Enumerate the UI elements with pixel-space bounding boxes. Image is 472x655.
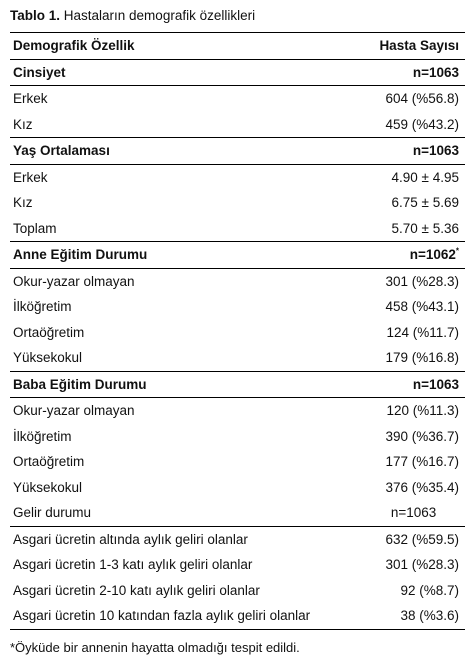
demographics-table bbox=[10, 32, 465, 630]
row-value: 458 (%43.1) bbox=[385, 299, 459, 314]
row-label: Erkek bbox=[13, 91, 48, 106]
section-title: Anne Eğitim Durumu bbox=[10, 242, 362, 269]
row-value: 301 (%28.3) bbox=[385, 273, 459, 289]
section-row-age bbox=[10, 138, 465, 165]
row-value: 5.70 ± 5.36 bbox=[391, 220, 459, 236]
row-label: Toplam bbox=[13, 220, 57, 236]
section-n bbox=[362, 242, 465, 269]
section-row-gender bbox=[10, 59, 465, 86]
row-value: 632 (%59.5) bbox=[362, 526, 465, 552]
table-row bbox=[10, 449, 465, 475]
row-label: Okur-yazar olmayan bbox=[13, 273, 135, 289]
table-row bbox=[10, 603, 465, 629]
row-label: Kız bbox=[13, 195, 33, 210]
section-n-text: n=1062 bbox=[409, 247, 456, 262]
row-label: Erkek bbox=[13, 169, 48, 185]
table-row bbox=[10, 268, 465, 294]
row-value: 177 (%16.7) bbox=[385, 454, 459, 469]
row-label: Ortaöğretim bbox=[13, 454, 85, 469]
row-label: Okur-yazar olmayan bbox=[13, 403, 135, 418]
row-value: 301 (%28.3) bbox=[385, 557, 459, 572]
row-label: Yüksekokul bbox=[13, 479, 83, 495]
row-label: İlköğretim bbox=[13, 299, 72, 314]
table-container bbox=[10, 6, 465, 655]
row-value: 376 (%35.4) bbox=[385, 479, 459, 495]
table-row bbox=[10, 345, 465, 371]
row-label: Asgari ücretin 1-3 katı aylık geliri olanlar bbox=[13, 557, 253, 572]
header-count: Hasta Sayısı bbox=[362, 33, 465, 60]
section-n: n=1063 bbox=[362, 371, 465, 398]
row-value: 179 (%16.8) bbox=[385, 350, 459, 365]
footnote: *Öyküde bir annenin hayatta olmadığı tespit edildi. bbox=[10, 639, 300, 655]
row-label: Asgari ücretin 10 katından fazla aylık geliri olanlar bbox=[10, 603, 362, 629]
row-label: Asgari ücretin 2-10 katı aylık geliri olanlar bbox=[13, 582, 260, 598]
row-label: Gelir durumu bbox=[13, 505, 92, 520]
row-value: 92 (%8.7) bbox=[400, 582, 459, 598]
table-row bbox=[10, 398, 465, 424]
table-row bbox=[10, 578, 465, 604]
section-title: Baba Eğitim Durumu bbox=[10, 371, 362, 398]
row-value: 120 (%11.3) bbox=[386, 403, 459, 418]
table-row bbox=[10, 552, 465, 578]
row-value: 390 (%36.7) bbox=[385, 428, 459, 444]
table-caption bbox=[10, 6, 465, 26]
table-row bbox=[10, 86, 465, 112]
caption-text: Hastaların demografik özellikleri bbox=[60, 8, 256, 23]
row-value: n=1063 bbox=[390, 505, 437, 520]
section-row-mother-education bbox=[10, 242, 465, 269]
row-value: 38 (%3.6) bbox=[362, 603, 465, 629]
section-title: Cinsiyet bbox=[10, 59, 362, 86]
section-n: n=1063 bbox=[362, 59, 465, 86]
table-row bbox=[10, 112, 465, 138]
row-label: Asgari ücretin altında aylık geliri olanlar bbox=[10, 526, 362, 552]
table-row bbox=[10, 294, 465, 320]
row-value: 6.75 ± 5.69 bbox=[391, 195, 459, 210]
row-value: 124 (%11.7) bbox=[386, 324, 459, 340]
row-label: İlköğretim bbox=[13, 428, 72, 444]
table-row bbox=[10, 190, 465, 216]
row-value: 459 (%43.2) bbox=[385, 116, 459, 132]
table-row-income-heading bbox=[10, 500, 465, 526]
row-value: 604 (%56.8) bbox=[385, 91, 459, 106]
table-row bbox=[10, 216, 465, 242]
row-label: Yüksekokul bbox=[13, 350, 83, 365]
table-row bbox=[10, 475, 465, 501]
section-n: n=1063 bbox=[362, 138, 465, 165]
table-row bbox=[10, 526, 465, 552]
footnote-marker: * bbox=[455, 246, 459, 256]
caption-label: Tablo 1. bbox=[10, 8, 61, 23]
table-row bbox=[10, 164, 465, 190]
row-label: Kız bbox=[13, 116, 33, 132]
table-row bbox=[10, 424, 465, 450]
section-row-father-education bbox=[10, 371, 465, 398]
table-row bbox=[10, 320, 465, 346]
section-title: Yaş Ortalaması bbox=[10, 138, 362, 165]
row-label: Ortaöğretim bbox=[13, 324, 85, 340]
row-value: 4.90 ± 4.95 bbox=[391, 169, 459, 185]
header-row bbox=[10, 33, 465, 60]
header-feature: Demografik Özellik bbox=[10, 33, 362, 60]
